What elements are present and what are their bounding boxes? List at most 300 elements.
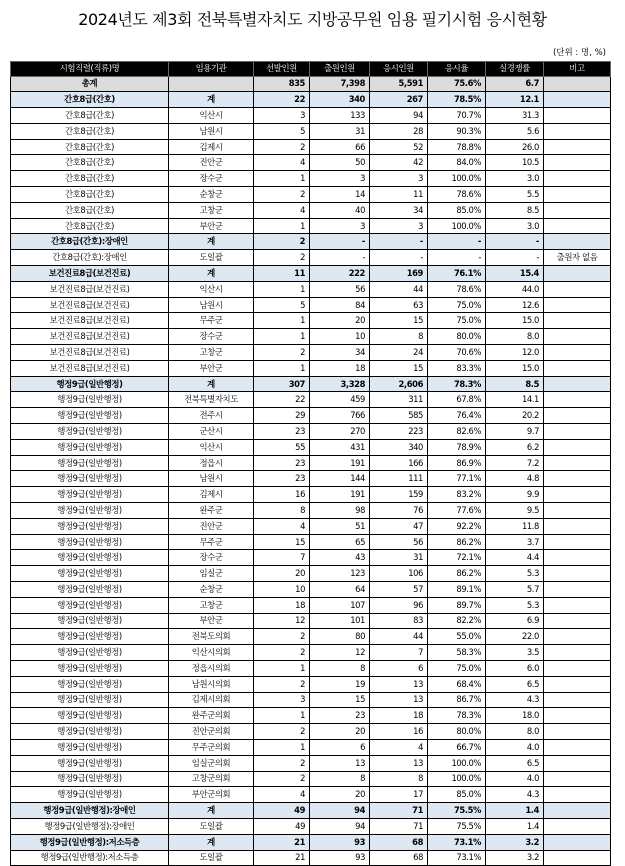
header-cell: 실경쟁률: [486, 62, 544, 77]
table-cell: 간호8급(간호): [11, 218, 169, 234]
table-cell: 장수군: [169, 329, 254, 345]
table-header-row: [11, 62, 611, 77]
table-cell: 2: [254, 645, 310, 661]
table-cell: [544, 218, 611, 234]
header-cell: 응시율: [428, 62, 486, 77]
table-cell: 340: [310, 92, 370, 108]
table-cell: 2: [254, 676, 310, 692]
table-cell: 7: [370, 645, 428, 661]
table-cell: 166: [370, 455, 428, 471]
table-cell: 행정9급(일반행정): [11, 708, 169, 724]
table-cell: 56: [310, 281, 370, 297]
table-cell: 111: [370, 471, 428, 487]
header-cell: 비고: [544, 62, 611, 77]
table-cell: 2: [254, 755, 310, 771]
table-cell: 191: [310, 487, 370, 503]
table-cell: [544, 645, 611, 661]
table-row: [11, 108, 611, 124]
table-cell: 84.0%: [428, 155, 486, 171]
table-cell: 89.7%: [428, 597, 486, 613]
table-row: [11, 676, 611, 692]
table-cell: 50: [310, 155, 370, 171]
table-cell: 18: [254, 597, 310, 613]
table-cell: 100.0%: [428, 171, 486, 187]
table-cell: 78.6%: [428, 187, 486, 203]
table-cell: 6.2: [486, 439, 544, 455]
table-row: [11, 645, 611, 661]
table-cell: 2: [254, 345, 310, 361]
table-cell: 76: [370, 503, 428, 519]
table-cell: 15.4: [486, 266, 544, 282]
table-cell: 14.1: [486, 392, 544, 408]
table-cell: 9.7: [486, 424, 544, 440]
subtotal-row: [11, 834, 611, 850]
table-cell: 행정9급(일반행정): [11, 566, 169, 582]
table-cell: 82.6%: [428, 424, 486, 440]
table-cell: 3: [310, 218, 370, 234]
table-cell: 보건진료8급(보건진료): [11, 297, 169, 313]
table-cell: 간호8급(간호): [11, 92, 169, 108]
table-cell: [544, 360, 611, 376]
table-cell: [544, 676, 611, 692]
table-cell: 보건진료8급(보건진료): [11, 313, 169, 329]
subtotal-row: [11, 266, 611, 282]
table-cell: 94: [310, 818, 370, 834]
header-cell: 출원인원: [310, 62, 370, 77]
table-cell: 부안군: [169, 360, 254, 376]
table-row: [11, 597, 611, 613]
table-cell: 행정9급(일반행정): [11, 787, 169, 803]
table-cell: 2: [254, 724, 310, 740]
table-cell: 15.0: [486, 360, 544, 376]
table-cell: 행정9급(일반행정): [11, 724, 169, 740]
table-cell: 보건진료8급(보건진료): [11, 360, 169, 376]
table-cell: 1: [254, 708, 310, 724]
table-cell: 133: [310, 108, 370, 124]
total-row: [11, 76, 611, 92]
table-cell: 3,328: [310, 376, 370, 392]
table-row: [11, 218, 611, 234]
table-cell: 15: [254, 534, 310, 550]
table-row: [11, 171, 611, 187]
table-cell: 행정9급(일반행정): [11, 376, 169, 392]
unit-note: (단위 : 명, %): [552, 48, 606, 58]
table-cell: 80.0%: [428, 329, 486, 345]
table-cell: 6.5: [486, 676, 544, 692]
header-cell: 임용기관: [169, 62, 254, 77]
table-cell: 80: [310, 629, 370, 645]
table-cell: 행정9급(일반행정):장애인: [11, 818, 169, 834]
table-cell: 4: [254, 518, 310, 534]
table-row: [11, 297, 611, 313]
table-cell: 459: [310, 392, 370, 408]
table-cell: 8: [370, 329, 428, 345]
table-row: [11, 660, 611, 676]
table-cell: 행정9급(일반행정):저소득층: [11, 834, 169, 850]
table-cell: 행정9급(일반행정): [11, 439, 169, 455]
table-cell: 20.2: [486, 408, 544, 424]
table-cell: 간호8급(간호): [11, 202, 169, 218]
table-cell: 82.2%: [428, 613, 486, 629]
table-cell: 행정9급(일반행정): [11, 392, 169, 408]
table-cell: 행정9급(일반행정): [11, 503, 169, 519]
table-cell: 행정9급(일반행정): [11, 471, 169, 487]
table-cell: 보건진료8급(보건진료): [11, 266, 169, 282]
table-cell: [544, 155, 611, 171]
table-cell: 22: [254, 92, 310, 108]
table-cell: 5.3: [486, 566, 544, 582]
table-cell: [544, 471, 611, 487]
table-cell: 6.7: [486, 76, 544, 92]
table-cell: 23: [310, 708, 370, 724]
table-cell: 101: [310, 613, 370, 629]
table-cell: 순창군: [169, 187, 254, 203]
table-cell: [544, 108, 611, 124]
table-cell: 86.9%: [428, 455, 486, 471]
table-cell: [544, 424, 611, 440]
table-cell: 78.5%: [428, 92, 486, 108]
table-cell: 31.3: [486, 108, 544, 124]
table-cell: 65: [310, 534, 370, 550]
table-cell: 67.8%: [428, 392, 486, 408]
table-cell: 행정9급(일반행정): [11, 692, 169, 708]
table-row: [11, 455, 611, 471]
table-cell: 835: [254, 76, 310, 92]
table-cell: -: [486, 234, 544, 250]
table-cell: 장수군: [169, 550, 254, 566]
table-cell: 94: [370, 108, 428, 124]
table-cell: 1: [254, 313, 310, 329]
table-cell: 16: [254, 487, 310, 503]
table-cell: 7,398: [310, 76, 370, 92]
table-cell: [544, 313, 611, 329]
table-cell: 29: [254, 408, 310, 424]
table-cell: 부안군: [169, 613, 254, 629]
table-cell: 17: [370, 787, 428, 803]
table-cell: 1: [254, 660, 310, 676]
table-cell: 행정9급(일반행정): [11, 550, 169, 566]
table-cell: 2: [254, 250, 310, 266]
table-cell: 58.3%: [428, 645, 486, 661]
table-cell: 계: [169, 834, 254, 850]
table-cell: 계: [169, 234, 254, 250]
table-cell: 1.4: [486, 803, 544, 819]
table-cell: [544, 629, 611, 645]
table-cell: -: [370, 250, 428, 266]
table-row: [11, 708, 611, 724]
table-cell: 1.4: [486, 818, 544, 834]
table-cell: 51: [310, 518, 370, 534]
table-cell: 전북특별자치도: [169, 392, 254, 408]
table-row: [11, 155, 611, 171]
table-row: [11, 566, 611, 582]
table-row: [11, 613, 611, 629]
table-cell: 행정9급(일반행정): [11, 771, 169, 787]
table-cell: 43: [310, 550, 370, 566]
table-cell: 3: [310, 171, 370, 187]
table-cell: 5,591: [370, 76, 428, 92]
table-cell: 585: [370, 408, 428, 424]
table-cell: 83.2%: [428, 487, 486, 503]
table-cell: 75.5%: [428, 803, 486, 819]
table-cell: 15.0: [486, 313, 544, 329]
table-cell: 66: [310, 139, 370, 155]
table-cell: 11.8: [486, 518, 544, 534]
table-cell: 3.5: [486, 645, 544, 661]
table-cell: 3.2: [486, 850, 544, 866]
table-cell: 간호8급(간호): [11, 123, 169, 139]
table-cell: 20: [310, 724, 370, 740]
table-cell: 159: [370, 487, 428, 503]
table-cell: 도일괄: [169, 250, 254, 266]
table-cell: 100.0%: [428, 218, 486, 234]
table-cell: 순창군: [169, 582, 254, 598]
table-cell: 26.0: [486, 139, 544, 155]
table-cell: [544, 550, 611, 566]
table-cell: 4.0: [486, 771, 544, 787]
table-cell: [544, 850, 611, 866]
table-cell: 73.1%: [428, 834, 486, 850]
table-cell: 13: [370, 755, 428, 771]
table-cell: [544, 739, 611, 755]
table-cell: 5.6: [486, 123, 544, 139]
table-cell: 3: [254, 692, 310, 708]
table-cell: 보건진료8급(보건진료): [11, 329, 169, 345]
table-cell: 8.5: [486, 202, 544, 218]
table-cell: 100.0%: [428, 771, 486, 787]
table-row: [11, 139, 611, 155]
table-cell: 4.3: [486, 692, 544, 708]
table-cell: 47: [370, 518, 428, 534]
table-cell: 1: [254, 739, 310, 755]
table-cell: 부안군: [169, 218, 254, 234]
table-cell: 89.1%: [428, 582, 486, 598]
table-cell: 전북도의회: [169, 629, 254, 645]
table-cell: 행정9급(일반행정): [11, 582, 169, 598]
table-row: [11, 755, 611, 771]
table-cell: [544, 408, 611, 424]
table-cell: 169: [370, 266, 428, 282]
table-cell: 75.5%: [428, 818, 486, 834]
table-cell: 전주시: [169, 408, 254, 424]
table-cell: 무주군: [169, 534, 254, 550]
table-cell: 1: [254, 329, 310, 345]
table-cell: 2: [254, 771, 310, 787]
table-cell: 무주군의회: [169, 739, 254, 755]
table-row: [11, 550, 611, 566]
table-row: [11, 739, 611, 755]
table-cell: 남원시의회: [169, 676, 254, 692]
table-cell: [544, 297, 611, 313]
table-cell: 31: [310, 123, 370, 139]
table-cell: 23: [254, 471, 310, 487]
table-cell: 6.0: [486, 660, 544, 676]
table-cell: 3.0: [486, 218, 544, 234]
table-cell: 21: [254, 850, 310, 866]
table-cell: 431: [310, 439, 370, 455]
table-cell: 96: [370, 597, 428, 613]
table-cell: 군산시: [169, 424, 254, 440]
table-cell: [544, 755, 611, 771]
subtotal-row: [11, 803, 611, 819]
table-cell: 76.1%: [428, 266, 486, 282]
table-cell: 44.0: [486, 281, 544, 297]
table-cell: 7.2: [486, 455, 544, 471]
table-cell: [544, 487, 611, 503]
subtotal-row: [11, 234, 611, 250]
table-cell: 출원자 없음: [544, 250, 611, 266]
table-cell: 고창군의회: [169, 771, 254, 787]
table-row: [11, 787, 611, 803]
page-title: 2024년도 제3회 전북특별자치도 지방공무원 임용 필기시험 응시현황: [78, 10, 547, 29]
table-row: [11, 692, 611, 708]
table-cell: 83: [370, 613, 428, 629]
table-cell: 107: [310, 597, 370, 613]
table-cell: 3.0: [486, 171, 544, 187]
table-cell: 84: [310, 297, 370, 313]
table-cell: [544, 534, 611, 550]
table-cell: 223: [370, 424, 428, 440]
table-cell: 55.0%: [428, 629, 486, 645]
table-cell: [544, 692, 611, 708]
table-cell: 남원시: [169, 123, 254, 139]
subtotal-row: [11, 92, 611, 108]
table-cell: 34: [370, 202, 428, 218]
table-cell: 77.1%: [428, 471, 486, 487]
table-cell: 행정9급(일반행정): [11, 755, 169, 771]
exam-status-table: [10, 61, 611, 866]
table-cell: 3: [370, 171, 428, 187]
table-row: [11, 582, 611, 598]
table-cell: 행정9급(일반행정): [11, 534, 169, 550]
table-cell: 8.0: [486, 329, 544, 345]
table-cell: 144: [310, 471, 370, 487]
table-cell: 정읍시: [169, 455, 254, 471]
table-cell: 57: [370, 582, 428, 598]
table-cell: 4: [254, 787, 310, 803]
table-cell: 간호8급(간호): [11, 171, 169, 187]
table-cell: 85.0%: [428, 787, 486, 803]
table-cell: 김제시: [169, 487, 254, 503]
table-row: [11, 439, 611, 455]
table-cell: 행정9급(일반행정): [11, 518, 169, 534]
table-cell: [544, 834, 611, 850]
table-cell: [544, 455, 611, 471]
table-cell: 55: [254, 439, 310, 455]
table-cell: 행정9급(일반행정): [11, 613, 169, 629]
table-cell: 보건진료8급(보건진료): [11, 345, 169, 361]
table-cell: [544, 724, 611, 740]
table-cell: 8: [254, 503, 310, 519]
table-cell: 부안군의회: [169, 787, 254, 803]
table-cell: 10: [310, 329, 370, 345]
table-cell: 106: [370, 566, 428, 582]
table-row: [11, 518, 611, 534]
table-cell: 5: [254, 297, 310, 313]
table-cell: 익산시: [169, 281, 254, 297]
table-cell: 72.1%: [428, 550, 486, 566]
table-cell: 1: [254, 281, 310, 297]
table-cell: 31: [370, 550, 428, 566]
table-cell: 2: [254, 139, 310, 155]
table-cell: 행정9급(일반행정): [11, 645, 169, 661]
table-cell: 간호8급(간호):장애인: [11, 234, 169, 250]
table-cell: 간호8급(간호): [11, 108, 169, 124]
table-cell: 49: [254, 818, 310, 834]
table-cell: 간호8급(간호): [11, 139, 169, 155]
table-cell: 22.0: [486, 629, 544, 645]
table-cell: 13: [310, 755, 370, 771]
table-cell: -: [310, 234, 370, 250]
table-cell: 70.7%: [428, 108, 486, 124]
table-cell: 13: [370, 692, 428, 708]
table-cell: 6.9: [486, 613, 544, 629]
subtotal-row: [11, 376, 611, 392]
table-cell: 24: [370, 345, 428, 361]
table-cell: 86.2%: [428, 534, 486, 550]
table-cell: 행정9급(일반행정): [11, 629, 169, 645]
table-cell: [544, 787, 611, 803]
table-cell: [544, 771, 611, 787]
table-cell: 70.6%: [428, 345, 486, 361]
table-cell: 5.7: [486, 582, 544, 598]
table-cell: [544, 376, 611, 392]
table-cell: 고창군: [169, 202, 254, 218]
table-cell: 완주군의회: [169, 708, 254, 724]
table-cell: 8: [310, 660, 370, 676]
table-cell: 진안군: [169, 155, 254, 171]
table-cell: 94: [310, 803, 370, 819]
table-cell: 15: [370, 313, 428, 329]
table-cell: 78.9%: [428, 439, 486, 455]
table-cell: 270: [310, 424, 370, 440]
table-cell: 완주군: [169, 503, 254, 519]
table-cell: 80.0%: [428, 724, 486, 740]
table-cell: 191: [310, 455, 370, 471]
table-row: [11, 771, 611, 787]
table-cell: 도일괄: [169, 850, 254, 866]
table-cell: 4.4: [486, 550, 544, 566]
table-row: [11, 202, 611, 218]
table-cell: 222: [310, 266, 370, 282]
table-cell: 2: [254, 234, 310, 250]
table-cell: 김제시: [169, 139, 254, 155]
table-cell: 20: [310, 313, 370, 329]
table-cell: 6.5: [486, 755, 544, 771]
table-cell: 김제시의회: [169, 692, 254, 708]
table-cell: 2: [254, 629, 310, 645]
table-cell: 행정9급(일반행정): [11, 597, 169, 613]
table-cell: 행정9급(일반행정): [11, 424, 169, 440]
table-cell: 간호8급(간호):장애인: [11, 250, 169, 266]
table-cell: 14: [310, 187, 370, 203]
table-cell: 8.5: [486, 376, 544, 392]
table-cell: 68: [370, 834, 428, 850]
table-cell: 행정9급(일반행정): [11, 487, 169, 503]
table-cell: [169, 76, 254, 92]
table-cell: 행정9급(일반행정): [11, 676, 169, 692]
table-cell: 28: [370, 123, 428, 139]
table-cell: [544, 818, 611, 834]
table-cell: 8: [310, 771, 370, 787]
table-cell: 18: [310, 360, 370, 376]
table-cell: 75.0%: [428, 660, 486, 676]
table-cell: [544, 76, 611, 92]
table-cell: 10.5: [486, 155, 544, 171]
table-cell: [544, 503, 611, 519]
table-cell: 18.0: [486, 708, 544, 724]
table-cell: [544, 803, 611, 819]
